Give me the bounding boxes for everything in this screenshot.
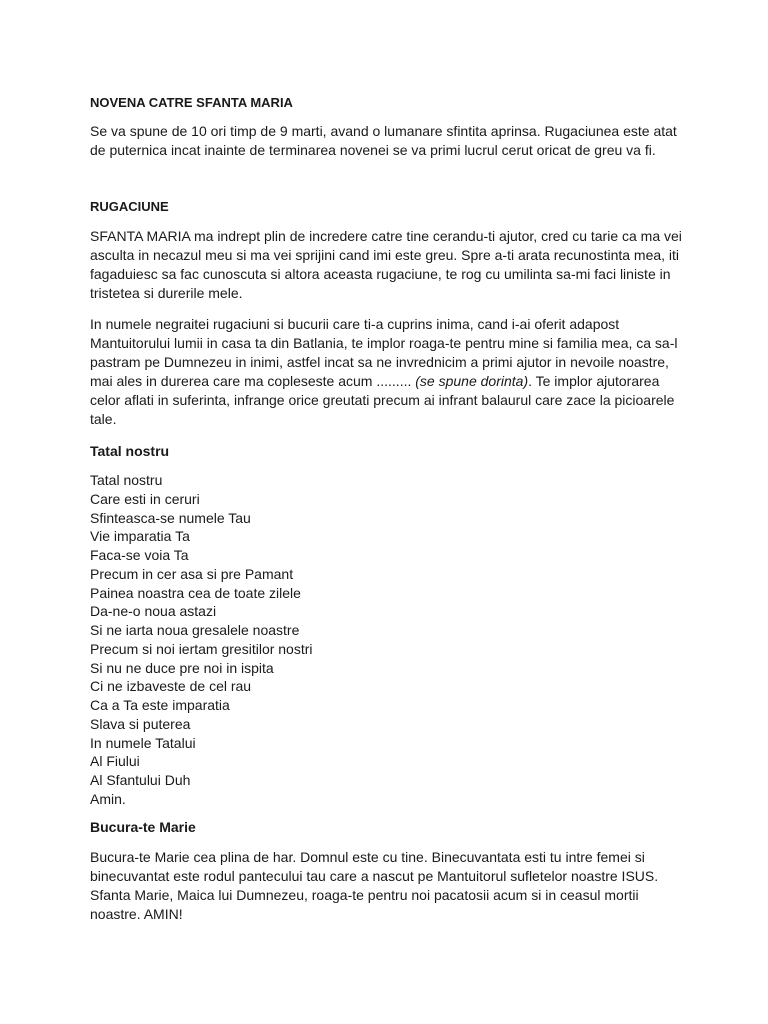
prayer-line: Vie imparatia Ta bbox=[90, 528, 190, 545]
bucura-te-marie-paragraph: Bucura-te Marie cea plina de har. Domnul este cu tine. Binecuvantata esti tu intre femei si binecuvantat este rodul pantecului tau care a nascut pe Mantuitorul sufletelor noastre ISUS. Sfanta Marie, Maica lui Dumnezeu, roaga-te pentru noi pacatosii acum si in ceasul mortii noastre. AMIN! bbox=[90, 848, 659, 922]
prayer-paragraph-2-end: . Te implor ajutorarea celor aflati in suferinta, infrange orice greutati precum ai infrant balaurul care zace la picioarele tale. bbox=[90, 373, 675, 427]
prayer-paragraph-2 bbox=[90, 315, 690, 429]
bucura-te-marie-heading: Bucura-te Marie bbox=[90, 818, 196, 835]
prayer-paragraph-2-start: In numele negraitei rugaciuni si bucurii care ti-a cuprins inima, cand i-ai oferit adapost Mantuitorului lumii in casa ta din Batlania, te implor roaga-te pentru mine si familia mea, ca sa-l pastram pe Dumnezeu in inimi, astfel incat sa ne invrednicim a primi ajutor in nevoile noastre, mai ales in durerea care ma copleseste acum ......... bbox=[90, 316, 678, 389]
prayer-line: Ca a Ta este imparatia bbox=[90, 697, 230, 713]
prayer-line: Al Fiului bbox=[90, 753, 140, 770]
tatal-nostru-lines bbox=[90, 471, 690, 809]
prayer-line: Si nu ne duce pre noi in ispita bbox=[90, 659, 274, 676]
prayer-line: Tatal nostru bbox=[90, 472, 163, 488]
rugaciune-heading: RUGACIUNE bbox=[90, 199, 169, 214]
prayer-line: Da-ne-o noua astazi bbox=[90, 603, 217, 620]
document-title: NOVENA CATRE SFANTA MARIA bbox=[90, 95, 293, 110]
prayer-line: Al Sfantului Duh bbox=[90, 772, 191, 788]
document-body bbox=[90, 95, 690, 924]
prayer-line: Amin. bbox=[90, 790, 126, 807]
prayer-paragraph-2-italic: (se spune dorinta) bbox=[415, 373, 529, 389]
prayer-line: Faca-se voia Ta bbox=[90, 547, 189, 563]
prayer-line: Painea noastra cea de toate zilele bbox=[90, 584, 301, 601]
tatal-nostru-heading: Tatal nostru bbox=[90, 443, 170, 459]
intro-paragraph: Se va spune de 10 ori timp de 9 marti, avand o lumanare sfintita aprinsa. Rugaciunea este atat de puternica incat inainte de terminarea novenei se va primi lucrul cerut oricat de greu va fi. bbox=[90, 123, 677, 158]
prayer-line: Si ne iarta noua gresalele noastre bbox=[90, 622, 300, 638]
prayer-line: Care esti in ceruri bbox=[90, 490, 200, 507]
prayer-line: Slava si puterea bbox=[90, 715, 191, 732]
prayer-line: Precum si noi iertam gresitilor nostri bbox=[90, 640, 313, 657]
prayer-line: In numele Tatalui bbox=[90, 734, 196, 751]
prayer-paragraph-1: SFANTA MARIA ma indrept plin de incredere catre tine cerandu-ti ajutor, cred cu tarie ca ma vei asculta in necazul meu si ma vei sprijini cand imi este greu. Spre a-ti arata recunostinta mea, iti fagaduiesc sa fac cunoscuta si altora aceasta rugaciune, te rog cu umilinta sa-mi faci liniste in tristetea si durerile mele. bbox=[90, 228, 682, 301]
prayer-line: Precum in cer asa si pre Pamant bbox=[90, 565, 294, 582]
prayer-line: Sfinteasca-se numele Tau bbox=[90, 509, 251, 526]
prayer-line: Ci ne izbaveste de cel rau bbox=[90, 678, 252, 695]
